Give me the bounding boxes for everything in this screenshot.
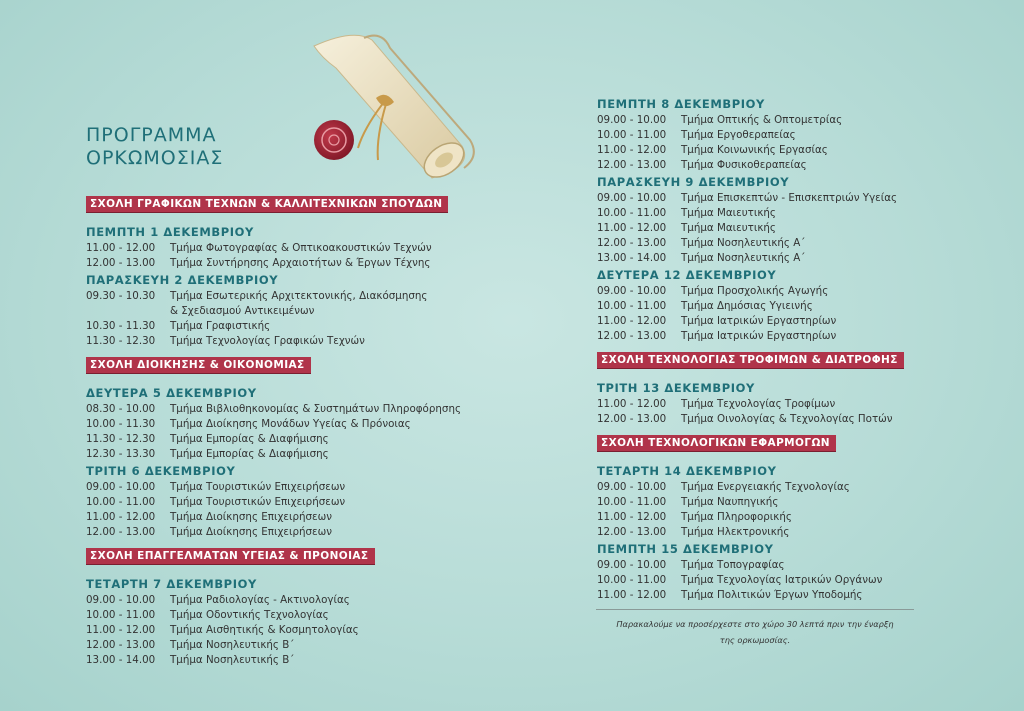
department-name: Τμήμα Φωτογραφίας & Οπτικοακουστικών Τεχνών	[170, 242, 432, 254]
department-name: Τμήμα Ιατρικών Εργαστηρίων	[681, 315, 837, 327]
schedule-row	[597, 143, 927, 158]
schedule-row	[597, 397, 927, 412]
day-heading: ΤΡΙΤΗ 6 ΔΕΚΕΜΒΡΙΟΥ	[86, 464, 236, 478]
time-slot: 13.00 - 14.00	[86, 654, 156, 666]
department-name: Τμήμα Φυσικοθεραπείας	[681, 159, 807, 171]
schedule-row	[597, 558, 927, 573]
department-name: Τμήμα Συντήρησης Αρχαιοτήτων & Έργων Τέχνης	[170, 257, 431, 269]
schedule-row	[86, 319, 486, 334]
school-banner: ΣΧΟΛΗ ΕΠΑΓΓΕΛΜΑΤΩΝ ΥΓΕΙΑΣ & ΠΡΟΝΟΙΑΣ	[86, 548, 375, 565]
time-slot: 10.00 - 11.00	[597, 300, 667, 312]
day-heading: ΔΕΥΤΕΡΑ 12 ΔΕΚΕΜΒΡΙΟΥ	[597, 268, 777, 282]
department-name: Τμήμα Τεχνολογίας Ιατρικών Οργάνων	[681, 574, 883, 586]
department-name: Τμήμα Μαιευτικής	[681, 207, 776, 219]
time-slot: 10.00 - 11.00	[597, 207, 667, 219]
department-name: Τμήμα Νοσηλευτικής Α΄	[681, 252, 806, 264]
time-slot: 10.30 - 11.30	[86, 320, 156, 332]
time-slot	[86, 304, 170, 319]
department-name: Τμήμα Νοσηλευτικής Α΄	[681, 237, 806, 249]
time-slot: 12.00 - 13.00	[597, 330, 667, 342]
left-column	[86, 124, 486, 668]
department-name: Τμήμα Εργοθεραπείας	[681, 129, 796, 141]
department-name: Τμήμα Κοινωνικής Εργασίας	[681, 144, 828, 156]
time-slot: 12.00 - 13.00	[86, 257, 156, 269]
time-slot: 10.00 - 11.30	[86, 418, 156, 430]
schedule-row	[86, 289, 486, 304]
schedule-row	[597, 525, 927, 540]
time-slot: 11.00 - 12.00	[597, 144, 667, 156]
schedule-row	[597, 573, 927, 588]
time-slot: 11.00 - 12.00	[597, 589, 667, 601]
day-heading: ΠΑΡΑΣΚΕΥΗ 9 ΔΕΚΕΜΒΡΙΟΥ	[597, 175, 790, 189]
schedule-row	[86, 256, 486, 271]
time-slot: 09.00 - 10.00	[597, 192, 667, 204]
schedule-row	[597, 236, 927, 251]
schedule-row	[597, 314, 927, 329]
time-slot: 09.00 - 10.00	[597, 481, 667, 493]
time-slot: 11.00 - 12.00	[86, 511, 156, 523]
time-slot: 09.00 - 10.00	[86, 594, 156, 606]
time-slot: 09.00 - 10.00	[597, 559, 667, 571]
schedule-row	[597, 113, 927, 128]
department-name: Τμήμα Προσχολικής Αγωγής	[681, 285, 829, 297]
schedule-row	[597, 251, 927, 266]
schedule-row	[86, 623, 486, 638]
school-banner: ΣΧΟΛΗ ΤΕΧΝΟΛΟΓΙΚΩΝ ΕΦΑΡΜΟΓΩΝ	[597, 435, 836, 452]
department-name: Τμήμα Ηλεκτρονικής	[681, 526, 790, 538]
department-name: Τμήμα Ιατρικών Εργαστηρίων	[681, 330, 837, 342]
schedule-row	[86, 480, 486, 495]
schedule-row	[597, 221, 927, 236]
department-name: Τμήμα Τεχνολογίας Γραφικών Τεχνών	[170, 335, 365, 347]
department-name: Τμήμα Πληροφορικής	[681, 511, 792, 523]
schedule-row	[86, 525, 486, 540]
department-name: Τμήμα Νοσηλευτικής Β΄	[170, 654, 295, 666]
department-name: Τμήμα Ενεργειακής Τεχνολογίας	[681, 481, 850, 493]
department-name: Τμήμα Τουριστικών Επιχειρήσεων	[170, 481, 346, 493]
department-name: Τμήμα Εμπορίας & Διαφήμισης	[170, 433, 329, 445]
time-slot: 12.00 - 13.00	[597, 159, 667, 171]
time-slot: 12.30 - 13.30	[86, 448, 156, 460]
right-column	[597, 95, 927, 603]
page-title	[86, 124, 486, 170]
time-slot: 13.00 - 14.00	[597, 252, 667, 264]
school-section	[597, 344, 927, 427]
note-line-2: της ορκωμοσίας.	[719, 635, 791, 645]
time-slot: 12.00 - 13.00	[597, 237, 667, 249]
schedule-row	[597, 588, 927, 603]
school-section	[86, 188, 486, 349]
schedule-row	[86, 432, 486, 447]
school-banner: ΣΧΟΛΗ ΓΡΑΦΙΚΩΝ ΤΕΧΝΩΝ & ΚΑΛΛΙΤΕΧΝΙΚΩΝ ΣΠΟΥΔΩΝ	[86, 196, 448, 213]
schedule-row	[597, 329, 927, 344]
school-section	[86, 349, 486, 540]
schedule-row	[86, 608, 486, 623]
time-slot: 12.00 - 13.00	[86, 639, 156, 651]
schedule-row	[86, 447, 486, 462]
day-heading: ΤΕΤΑΡΤΗ 14 ΔΕΚΕΜΒΡΙΟΥ	[597, 464, 777, 478]
time-slot: 10.00 - 11.00	[597, 496, 667, 508]
department-name: Τμήμα Βιβλιοθηκονομίας & Συστημάτων Πληροφόρησης	[170, 403, 462, 415]
department-name: Τμήμα Οπτικής & Οπτομετρίας	[681, 114, 843, 126]
schedule-row	[86, 304, 486, 319]
time-slot: 12.00 - 13.00	[86, 526, 156, 538]
time-slot: 10.00 - 11.00	[597, 574, 667, 586]
time-slot: 10.00 - 11.00	[86, 496, 156, 508]
department-name: Τμήμα Οινολογίας & Τεχνολογίας Ποτών	[681, 413, 893, 425]
department-name: Τμήμα Οδοντικής Τεχνολογίας	[170, 609, 329, 621]
schedule-row	[597, 480, 927, 495]
time-slot: 11.00 - 12.00	[86, 624, 156, 636]
department-name: Τμήμα Δημόσιας Υγιεινής	[681, 300, 813, 312]
time-slot: 12.00 - 13.00	[597, 413, 667, 425]
schedule-row	[597, 158, 927, 173]
department-name: Τμήμα Πολιτικών Έργων Υποδομής	[681, 589, 863, 601]
schedule-row	[86, 417, 486, 432]
day-heading: ΤΕΤΑΡΤΗ 7 ΔΕΚΕΜΒΡΙΟΥ	[86, 577, 257, 591]
day-heading: ΔΕΥΤΕΡΑ 5 ΔΕΚΕΜΒΡΙΟΥ	[86, 386, 257, 400]
time-slot: 11.00 - 12.00	[597, 315, 667, 327]
department-name: Τμήμα Διοίκησης Μονάδων Υγείας & Πρόνοιας	[170, 418, 411, 430]
title-line-1: ΠΡΟΓΡΑΜΜΑ	[86, 124, 217, 146]
department-name: Τμήμα Ναυπηγικής	[681, 496, 779, 508]
time-slot: 09.00 - 10.00	[597, 285, 667, 297]
department-name: & Σχεδιασμού Αντικειμένων	[170, 305, 315, 317]
note-line-1: Παρακαλούμε να προσέρχεστε στο χώρο 30 λεπτά πριν την έναρξη	[616, 619, 894, 629]
department-name: Τμήμα Τοπογραφίας	[681, 559, 785, 571]
schedule-row	[86, 241, 486, 256]
time-slot: 11.00 - 12.00	[597, 222, 667, 234]
department-name: Τμήμα Γραφιστικής	[170, 320, 271, 332]
day-heading: ΠΕΜΠΤΗ 1 ΔΕΚΕΜΒΡΙΟΥ	[86, 225, 254, 239]
day-heading: ΠΕΜΠΤΗ 15 ΔΕΚΕΜΒΡΙΟΥ	[597, 542, 774, 556]
time-slot: 10.00 - 11.00	[597, 129, 667, 141]
schedule-row	[597, 284, 927, 299]
schedule-row	[597, 128, 927, 143]
title-line-2: ΟΡΚΩΜΟΣΙΑΣ	[86, 147, 224, 169]
day-heading: ΠΑΡΑΣΚΕΥΗ 2 ΔΕΚΕΜΒΡΙΟΥ	[86, 273, 279, 287]
department-name: Τμήμα Αισθητικής & Κοσμητολογίας	[170, 624, 359, 636]
time-slot: 11.30 - 12.30	[86, 433, 156, 445]
department-name: Τμήμα Νοσηλευτικής Β΄	[170, 639, 295, 651]
department-name: Τμήμα Διοίκησης Επιχειρήσεων	[170, 526, 332, 538]
schedule-row	[86, 638, 486, 653]
schedule-row	[86, 593, 486, 608]
time-slot: 09.00 - 10.00	[597, 114, 667, 126]
time-slot: 10.00 - 11.00	[86, 609, 156, 621]
schedule-row	[597, 191, 927, 206]
time-slot: 11.00 - 12.00	[597, 398, 667, 410]
department-name: Τμήμα Επισκεπτών - Επισκεπτριών Υγείας	[681, 192, 898, 204]
attendance-note	[596, 609, 914, 648]
schedule-row	[86, 653, 486, 668]
time-slot: 09.00 - 10.00	[86, 481, 156, 493]
schedule-row	[597, 495, 927, 510]
school-section	[597, 427, 927, 603]
department-name: Τμήμα Εμπορίας & Διαφήμισης	[170, 448, 329, 460]
schedule-row	[86, 495, 486, 510]
department-name: Τμήμα Τουριστικών Επιχειρήσεων	[170, 496, 346, 508]
time-slot: 12.00 - 13.00	[597, 526, 667, 538]
department-name: Τμήμα Εσωτερικής Αρχιτεκτονικής, Διακόσμησης	[170, 290, 428, 302]
department-name: Τμήμα Ραδιολογίας - Ακτινολογίας	[170, 594, 350, 606]
school-section	[86, 540, 486, 668]
time-slot: 09.30 - 10.30	[86, 290, 156, 302]
school-banner: ΣΧΟΛΗ ΤΕΧΝΟΛΟΓΙΑΣ ΤΡΟΦΙΜΩΝ & ΔΙΑΤΡΟΦΗΣ	[597, 352, 904, 369]
time-slot: 11.00 - 12.00	[597, 511, 667, 523]
schedule-row	[86, 334, 486, 349]
school-banner: ΣΧΟΛΗ ΔΙΟΙΚΗΣΗΣ & ΟΙΚΟΝΟΜΙΑΣ	[86, 357, 311, 374]
time-slot: 11.30 - 12.30	[86, 335, 156, 347]
schedule-row	[597, 412, 927, 427]
department-name: Τμήμα Διοίκησης Επιχειρήσεων	[170, 511, 332, 523]
schedule-row	[86, 510, 486, 525]
schedule-row	[597, 510, 927, 525]
schedule-row	[597, 206, 927, 221]
day-heading: ΠΕΜΠΤΗ 8 ΔΕΚΕΜΒΡΙΟΥ	[597, 97, 765, 111]
department-name: Τμήμα Τεχνολογίας Τροφίμων	[681, 398, 836, 410]
department-name: Τμήμα Μαιευτικής	[681, 222, 776, 234]
day-heading: ΤΡΙΤΗ 13 ΔΕΚΕΜΒΡΙΟΥ	[597, 381, 755, 395]
time-slot: 08.30 - 10.00	[86, 403, 156, 415]
schedule-row	[597, 299, 927, 314]
time-slot: 11.00 - 12.00	[86, 242, 156, 254]
schedule-row	[86, 402, 486, 417]
